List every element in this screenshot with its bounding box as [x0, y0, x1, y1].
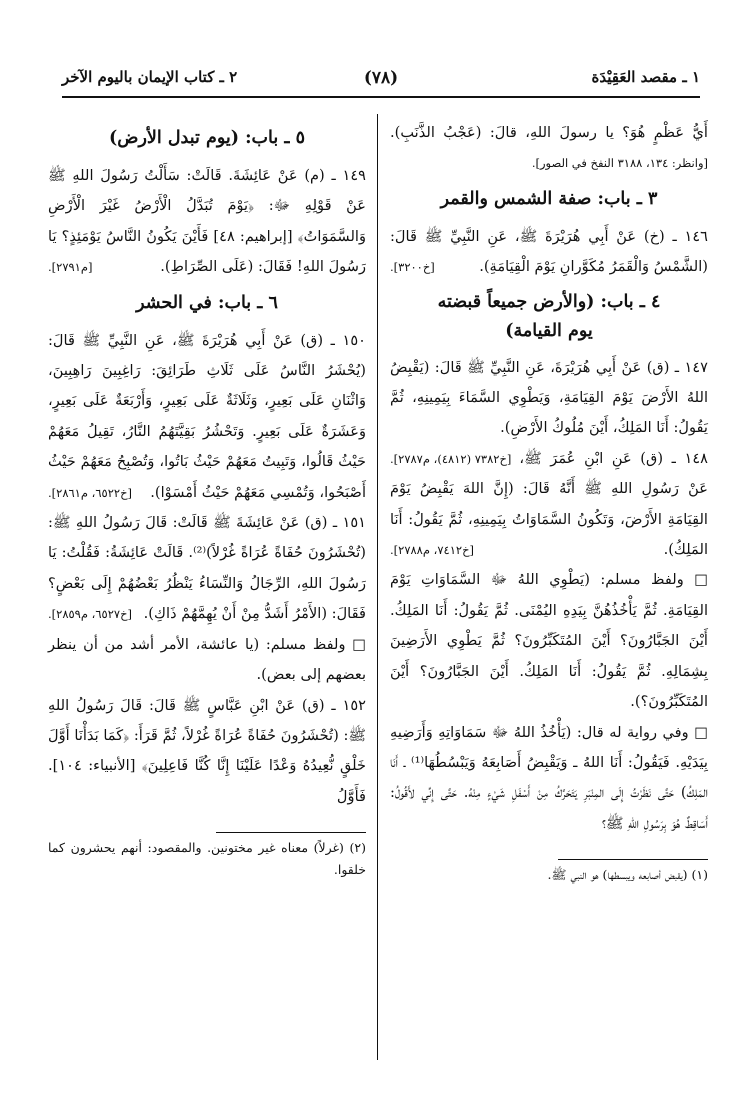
hadith-reference: [خ٧٣٨٢ (٤٨١٢)، م٢٧٨٧]. [390, 451, 512, 466]
hadith-text: ١٤٨ ـ (ق) عَنِ ابْنِ عُمَرَ ﷺ، عَنْ رَسُولِ اللهِ ﷺ أَنَّهُ قَالَ: (إِنَّ اللهَ يَقْبِضُ يَوْمَ القِيَامَةِ الأَرْضَ، وَتَكُونُ السَّمَاوَاتُ بِيَمِينِهِ، ثُمَّ يَقُولُ: أَنَا المَلِكُ). [390, 449, 708, 559]
footnote-divider [558, 859, 708, 860]
hadith-text: ١٤٦ ـ (خ) عَنْ أَبِي هُرَيْرَةَ ﷺ، عَنِ النَّبِيِّ ﷺ قَالَ: (الشَّمْسُ وَالْقَمَرُ مُكَوَّرانِ يَوْمَ الْقِيَامَةِ). [390, 227, 708, 276]
hadith-reference: [خ٦٥٢٢، م٢٨٦١]. [48, 485, 133, 500]
left-column [48, 118, 366, 881]
hadith-text: أَيُّ عَظْمٍ هُوَ؟ يا رسولَ اللهِ، قالَ: (عَجْبُ الذَّنَبِ). [390, 124, 708, 141]
footnote-divider [216, 832, 366, 833]
hadith-148-muslim: □ ولفظ مسلم: (يَطْوِي اللهُ ﷻ السَّمَاوَاتِ يَوْمَ القِيَامَةِ. ثُمَّ يَأْخُذُهُنَّ بِيَدِهِ اليُمْنَى. ثُمَّ يَقُولُ: أَنَا المَلِكُ. أَيْنَ الجَبَّارُونَ؟ أَيْنَ المُتَكَبِّرُونَ؟ ثُمَّ يَطْوِي الأَرَضِينَ بِشِمَالِهِ. ثُمَّ يَقُولُ: أَنَا المَلِكُ. أَيْنَ الجَبَّارُونَ؟ أَيْنَ المُتَكَبِّرُونَ؟). [390, 571, 708, 711]
hadith-reference: [وانظر: ١٣٤، ٣١٨٨ النفخ في الصور]. [531, 156, 708, 171]
hadith-150 [48, 326, 366, 508]
header-divider [62, 96, 700, 98]
hadith-text: ١٥١ ـ (ق) عَنْ عَائِشَةَ ﷺ قَالَتْ: قَالَ رَسُولُ اللهِ ﷺ: (تُحْشَرُونَ حُفَاةً عُرَاةً غُرْلاً)⁽²⁾. قَالَتْ عَائِشَةُ: فَقُلْتُ: يَا رَسُولَ اللهِ، الرِّجَالُ وَالنِّسَاءُ يَنْظُرُ بَعْضُهُمْ إِلَى بَعْضٍ؟ فَقَالَ: (الأَمْرُ أَشَدُّ مِنْ أَنْ يُهِمَّهُمْ ذَاكِ). [48, 514, 366, 623]
hadith-152: ١٥٢ ـ (ق) عَنْ ابْنِ عَبَّاسٍ ﷺ قَالَ: قَالَ رَسُولُ اللهِ ﷺ: (تُحْشَرُونَ حُفَاةً عُرَاةً غُرْلاً، ثُمَّ قَرَأَ: ﴿كَمَا بَدَأْنَا أَوَّلَ خَلْقٍ نُّعِيدُهُ وَعْدًا عَلَيْنَا إِنَّا كُنَّا فَاعِلِينَ﴾ [الأنبياء: ١٠٤]. فَأَوَّلُ [48, 696, 366, 805]
page-header [62, 66, 700, 98]
hadith-reference: [خ٧٤١٢، م٢٧٨٨]. [390, 543, 475, 558]
chapter-heading-3: ٣ ـ باب: صفة الشمس والقمر [440, 188, 658, 209]
heading-line: ٤ ـ باب: (والأرض جميعاً قبضته [437, 291, 661, 312]
hadith-147 [390, 353, 708, 466]
hadith-146 [390, 222, 708, 283]
footnote-2: (٢) (غرلاً) معناه غير مختونين. والمقصود: أنهم يحشرون كما خلقوا. [48, 840, 366, 878]
column-divider [377, 114, 378, 1060]
section-title: ١ ـ مقصد العَقِيْدَة [591, 68, 700, 86]
right-column [390, 118, 708, 886]
hadith-reference: [م٢٧٩١]. [48, 260, 93, 275]
hadith-reference: [خ٣٢٠٠]. [390, 260, 435, 275]
hadith-text: ١٥٠ ـ (ق) عَنْ أَبِي هُرَيْرَةَ ﷺ، عَنِ النَّبِيِّ ﷺ قَالَ: (يُحْشَرُ النَّاسُ عَلَى ثَلَاثِ طَرَائِقَ: رَاغِبِينَ رَاهِبِينَ، وَاثْنَانِ عَلَى بَعِيرٍ، وَثَلَاثَةٌ عَلَى بَعِيرٍ، وَأَرْبَعَةٌ عَلَى بَعِيرٍ، وَعَشَرَةٌ عَلَى بَعِيرٍ. وَتَحْشُرُ بَقِيَّتَهُمُ النَّارُ، تَقِيلُ مَعَهُمْ حَيْثُ قَالُوا، وَتَبِيتُ مَعَهُمْ حَيْثُ بَاتُوا، وَتُصْبِحُ مَعَهُمْ حَيْثُ أَصْبَحُوا، وَتُمْسِي مَعَهُمْ حَيْثُ أَمْسَوْا). [48, 331, 366, 501]
chapter-heading-6: ٦ ـ باب: في الحشر [136, 292, 278, 313]
footnote-1: (١) (يقبض أصابعه ويبسطها) هو النبي ﷺ. [547, 867, 708, 883]
heading-line: يوم القيامة) [505, 320, 593, 341]
hadith-148-riwaya: □ وفي رواية له قال: (يَأْخُذُ اللهُ ﷻ سَمَاوَاتِهِ وَأَرَضِيهِ بِيَدَيْهِ. فَيَقُولُ: أَنَا اللهُ ـ وَيَقْبِضُ أَصَابِعَهُ وَيَبْسُطُهَا⁽¹⁾ ـ أَنَا المَلِكُ) حَتَّى نَظَرْتُ إِلَى المِنْبَرِ يَتَحَرَّكُ مِنْ أَسْفَلِ شَيْءٍ مِنْهُ. حَتَّى إِنِّي لأَقُولُ: أَسَاقِطٌ هُوَ بِرَسُولِ اللهِ ﷺ؟ [390, 723, 708, 832]
chapter-heading-5: ٥ ـ باب: (يوم تبدل الأرض) [109, 128, 305, 148]
page-number: (٧٨) [363, 68, 399, 88]
hadith-151-muslim: □ ولفظ مسلم: (يا عائشة، الأمر أشد من أن ينظر بعضهم إلى بعض). [48, 635, 366, 684]
hadith-reference: [خ٦٥٢٧، م٢٨٥٩]. [48, 607, 133, 622]
hadith-text: ١٤٧ ـ (ق) عَنْ أَبِي هُرَيْرَةَ، عَنِ النَّبِيِّ ﷺ قَالَ: (يَقْبِضُ اللهُ الأَرْضَ يَوْمَ القِيَامَةِ، وَيَطْوِي السَّمَاءَ بِيَمِينِهِ، ثُمَّ يَقُولُ: أَنَا المَلِكُ، أَيْنَ مُلُوكُ الأَرْضِ). [390, 358, 708, 437]
hadith-149 [48, 161, 366, 283]
chapter-heading-4 [390, 288, 708, 346]
book-title: ٢ ـ كتاب الإيمان باليوم الآخر [62, 68, 238, 86]
hadith-continuation [390, 118, 708, 179]
hadith-text: ١٤٩ ـ (م) عَنْ عَائِشَةَ. قَالَتْ: سَأَلْتُ رَسُولَ اللهِ ﷺ عَنْ قَوْلِهِ ﷻ: ﴿يَوْمَ تُبَدَّلُ الْأَرْضُ غَيْرَ الْأَرْضِ وَالسَّمَوَاتُ﴾ [إبراهيم: ٤٨] فَأَيْنَ يَكُونُ النَّاسُ يَوْمَئِذٍ؟ يَا رَسُولَ اللهِ! فَقَالَ: (عَلَى الصِّرَاطِ). [48, 167, 366, 276]
hadith-151 [48, 508, 366, 630]
